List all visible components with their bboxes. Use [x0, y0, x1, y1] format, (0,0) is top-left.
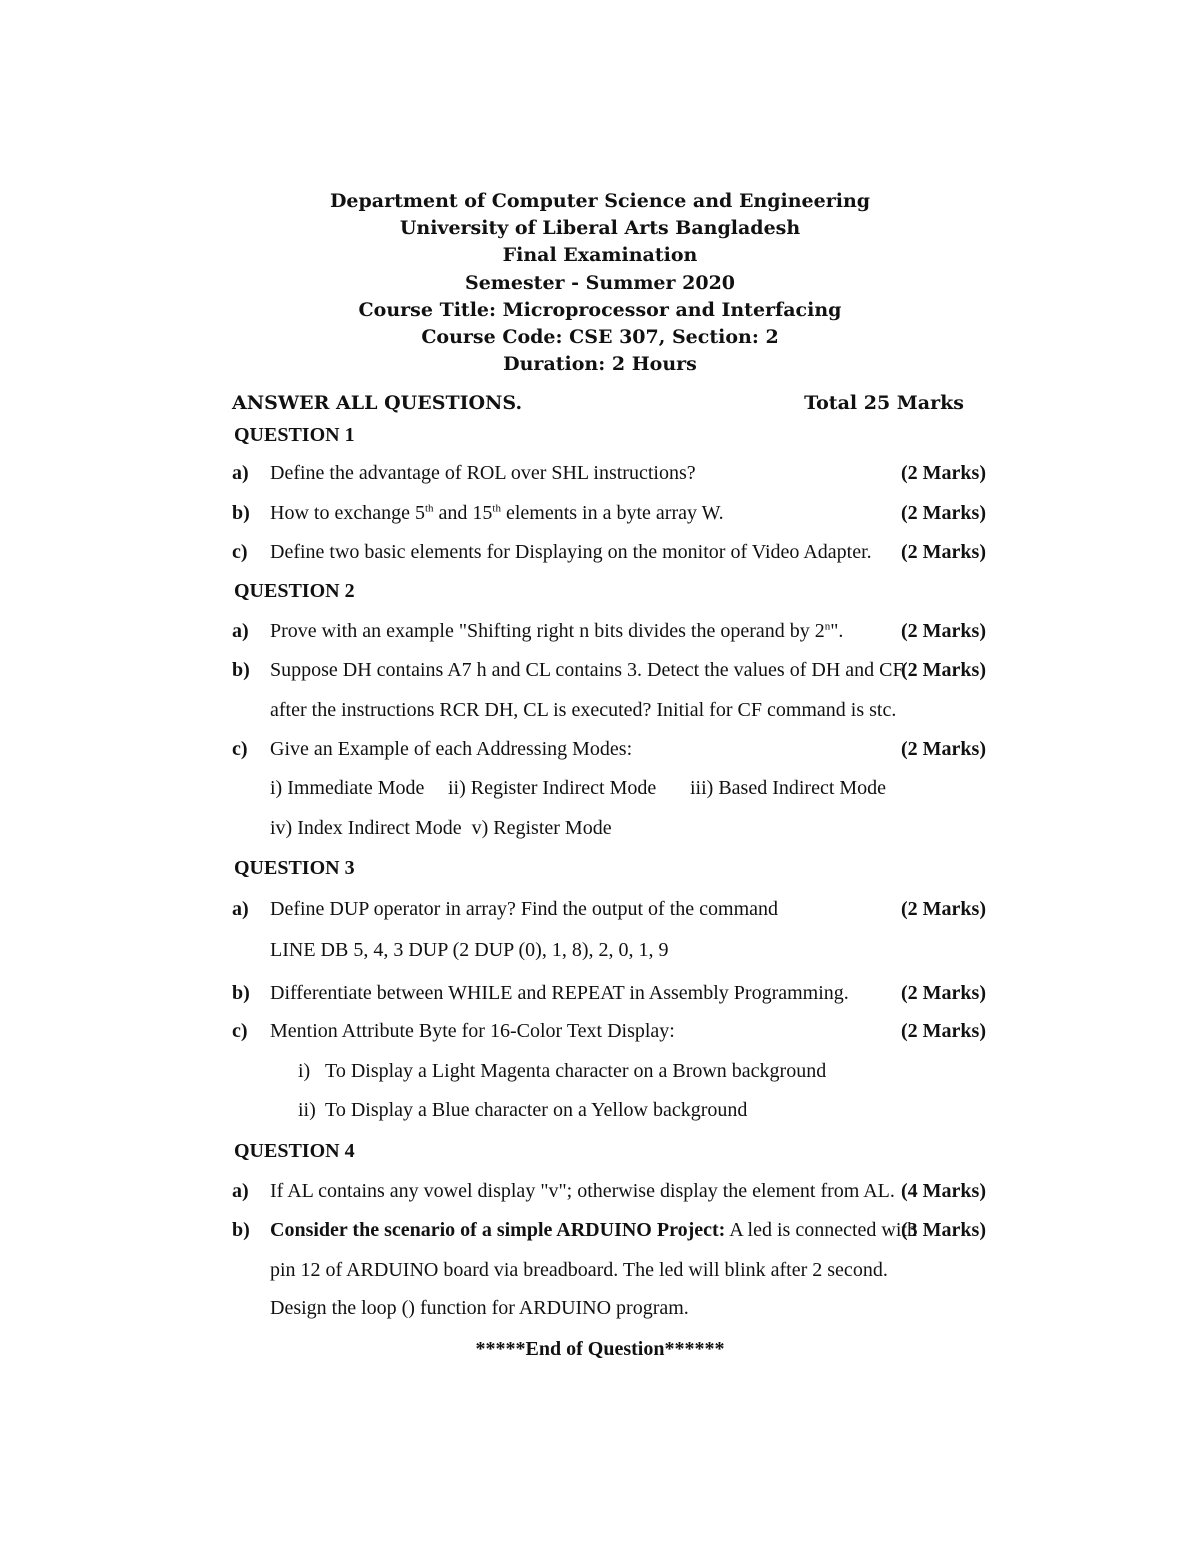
item-marks: (4 Marks) — [901, 1180, 986, 1202]
exam-type: Final Examination — [502, 244, 698, 267]
item-text: How to exchange 5th and 15th elements in a byte array W. — [270, 502, 724, 524]
item-text: Consider the scenario of a simple ARDUINO Project: A led is connected with — [270, 1219, 917, 1241]
department-name: Department of Computer Science and Engineering — [329, 190, 871, 212]
mode-item: i) Immediate Mode — [270, 777, 425, 799]
item-marks: (2 Marks) — [901, 502, 986, 524]
total-marks: Total 25 Marks — [804, 392, 964, 414]
course-code: Course Code: CSE 307, Section: 2 — [421, 326, 779, 349]
semester: Semester - Summer 2020 — [464, 271, 736, 294]
item-label: b) — [232, 659, 250, 681]
item-marks: (2 Marks) — [901, 982, 986, 1004]
subitem-number: i) — [298, 1060, 311, 1082]
question-3-heading: QUESTION 3 — [234, 857, 355, 879]
question-4b-continuation: pin 12 of ARDUINO board via breadboard. The led will blink after 2 second. — [270, 1259, 888, 1281]
subitem-number: ii) — [298, 1099, 316, 1121]
item-text: Define two basic elements for Displaying on the monitor of Video Adapter. — [270, 541, 872, 563]
item-marks: (2 Marks) — [901, 462, 986, 484]
subitem-text: To Display a Blue character on a Yellow background — [325, 1099, 748, 1121]
exam-header — [0, 188, 1200, 378]
item-text: Define DUP operator in array? Find the output of the command — [270, 898, 779, 920]
item-marks: (2 Marks) — [901, 1020, 986, 1042]
item-marks: (2 Marks) — [901, 659, 986, 681]
question-4b-continuation: Design the loop () function for ARDUINO program. — [270, 1297, 689, 1319]
item-text: Mention Attribute Byte for 16-Color Text Display: — [270, 1020, 675, 1042]
question-2-heading: QUESTION 2 — [234, 580, 355, 602]
course-title: Course Title: Microprocessor and Interfacing — [358, 298, 842, 321]
item-label: c) — [232, 541, 248, 563]
instructions: ANSWER ALL QUESTIONS. — [232, 392, 523, 414]
item-label: c) — [232, 738, 248, 760]
item-label: c) — [232, 1020, 248, 1042]
item-text: Define the advantage of ROL over SHL instructions? — [270, 462, 696, 484]
item-text: Suppose DH contains A7 h and CL contains 3. Detect the values of DH and CF — [270, 659, 904, 681]
item-label: b) — [232, 1219, 250, 1241]
duration: Duration: 2 Hours — [503, 353, 697, 376]
end-of-question: *****End of Question****** — [475, 1338, 725, 1360]
item-text: If AL contains any vowel display "v"; otherwise display the element from AL. — [270, 1180, 895, 1202]
item-marks: (2 Marks) — [901, 620, 986, 642]
mode-item: iii) Based Indirect Mode — [690, 777, 887, 799]
item-marks: (2 Marks) — [901, 541, 986, 563]
item-text: Prove with an example "Shifting right n bits divides the operand by 2$^n$". — [270, 620, 844, 642]
item-label: b) — [232, 502, 250, 524]
university-name: University of Liberal Arts Bangladesh — [399, 217, 801, 240]
item-marks: (3 Marks) — [901, 1219, 986, 1241]
item-text: Differentiate between WHILE and REPEAT in Assembly Programming. — [270, 982, 849, 1004]
item-label: b) — [232, 982, 250, 1004]
subitem-text: To Display a Light Magenta character on a Brown background — [325, 1060, 827, 1082]
item-label: a) — [232, 898, 249, 920]
question-1-heading: QUESTION 1 — [234, 424, 355, 446]
item-text: Give an Example of each Addressing Modes: — [270, 738, 633, 760]
item-marks: (2 Marks) — [901, 898, 986, 920]
mode-item: ii) Register Indirect Mode — [448, 777, 657, 799]
item-marks: (2 Marks) — [901, 738, 986, 760]
item-label: a) — [232, 462, 249, 484]
mode-item: iv) Index Indirect Mode v) Register Mode — [270, 817, 612, 839]
item-label: a) — [232, 620, 249, 642]
question-4-heading: QUESTION 4 — [234, 1140, 355, 1162]
question-3a-command: LINE DB 5, 4, 3 DUP (2 DUP (0), 1, 8), 2, 0, 1, 9 — [270, 939, 669, 961]
question-2b-continuation: after the instructions RCR DH, CL is executed? Initial for CF command is stc. — [270, 699, 897, 721]
item-label: a) — [232, 1180, 249, 1202]
